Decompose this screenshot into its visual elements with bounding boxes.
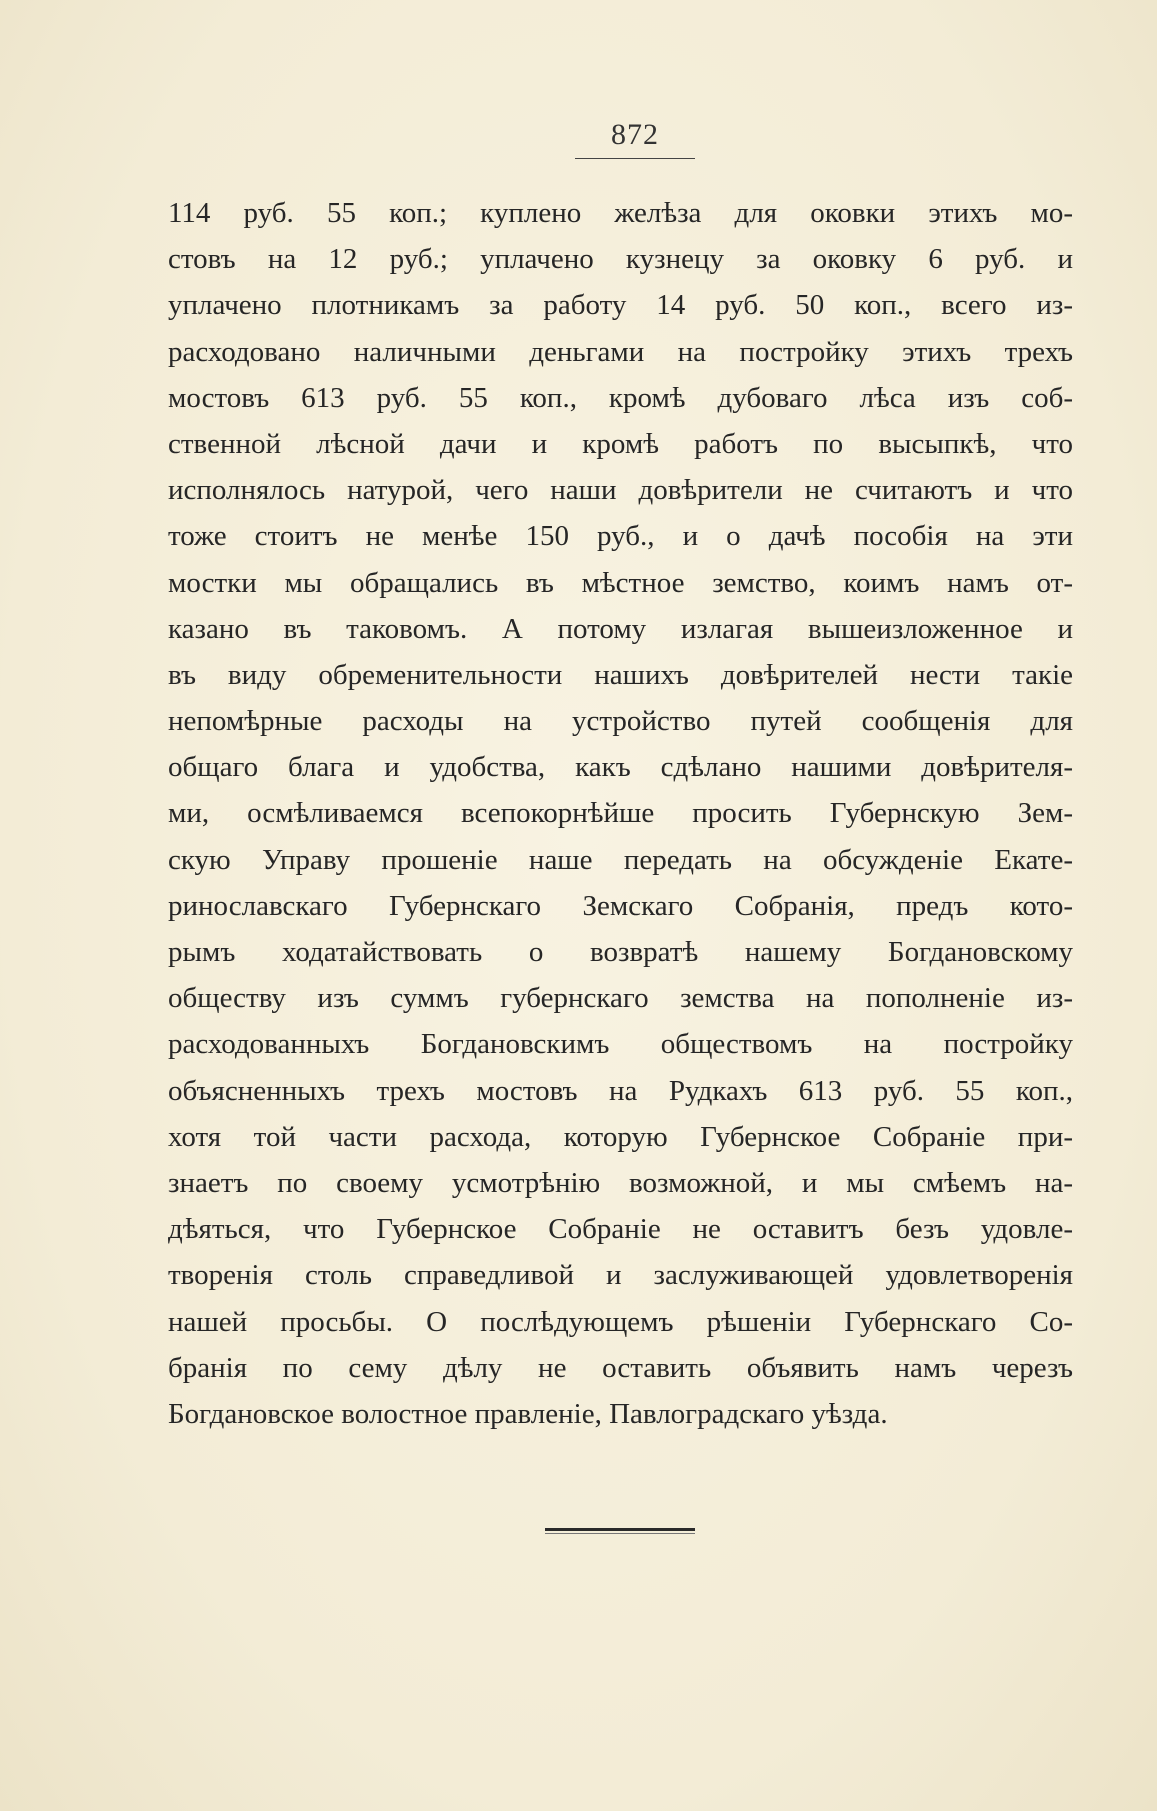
body-text	[168, 190, 1073, 1437]
text-line: общаго блага и удобства, какъ сдѣлано нашими довѣрителя-	[168, 751, 1073, 784]
text-line: расходовано наличными деньгами на постройку этихъ трехъ	[168, 335, 1073, 368]
text-line: мостки мы обращались въ мѣстное земство, коимъ намъ от-	[168, 566, 1073, 599]
text-line: исполнялось натурой, чего наши довѣрители не считаютъ и что	[168, 474, 1073, 507]
text-line: казано въ таковомъ. А потому излагая вышеизложенное и	[168, 612, 1073, 645]
text-line: бранія по сему дѣлу не оставить объявить намъ черезъ	[168, 1351, 1073, 1384]
text-line: стовъ на 12 руб.; уплачено кузнецу за оковку 6 руб. и	[168, 243, 1073, 276]
text-line: мостовъ 613 руб. 55 коп., кромѣ дубоваго лѣса изъ соб-	[168, 381, 1073, 414]
text-line: обществу изъ суммъ губернскаго земства на пополненіе из-	[168, 982, 1073, 1015]
text-line: знаетъ по своему усмотрѣнію возможной, и мы смѣемъ на-	[168, 1166, 1073, 1199]
text-line: непомѣрные расходы на устройство путей сообщенія для	[168, 705, 1073, 738]
text-line: творенія столь справедливой и заслуживающей удовлетворенія	[168, 1259, 1073, 1292]
text-line: дѣяться, что Губернское Собраніе не оставитъ безъ удовле-	[168, 1213, 1073, 1246]
text-line: нашей просьбы. О послѣдующемъ рѣшеніи Губернскаго Со-	[168, 1305, 1073, 1338]
text-line: Богдановское волостное правленіе, Павлоградскаго уѣзда.	[168, 1397, 888, 1430]
text-line: ринославскаго Губернскаго Земскаго Собранія, предъ кото-	[168, 889, 1073, 922]
section-end-rule	[545, 1528, 695, 1531]
text-line: объясненныхъ трехъ мостовъ на Рудкахъ 613 руб. 55 коп.,	[168, 1074, 1073, 1107]
text-line: рымъ ходатайствовать о возвратѣ нашему Богдановскому	[168, 936, 1073, 968]
text-line: ми, осмѣливаемся всепокорнѣйше просить Губернскую Зем-	[168, 797, 1073, 830]
section-end-rule-thin	[545, 1533, 695, 1534]
text-line: скую Управу прошеніе наше передать на обсужденіе Екате-	[168, 843, 1073, 876]
text-line: 114 руб. 55 коп.; куплено желѣза для оковки этихъ мо-	[168, 197, 1073, 229]
text-line: ственной лѣсной дачи и кромѣ работъ по высыпкѣ, что	[168, 427, 1073, 460]
text-line: хотя той части расхода, которую Губернское Собраніе при-	[168, 1120, 1073, 1153]
text-line: расходованныхъ Богдановскимъ обществомъ на постройку	[168, 1028, 1073, 1061]
text-line: уплачено плотникамъ за работу 14 руб. 50 коп., всего из-	[168, 289, 1073, 322]
text-line: въ виду обременительности нашихъ довѣрителей нести такіе	[168, 658, 1073, 691]
text-line: тоже стоитъ не менѣе 150 руб., и о дачѣ пособія на эти	[168, 520, 1073, 553]
page-number: 872	[611, 118, 659, 151]
page-number-underline	[575, 158, 695, 159]
